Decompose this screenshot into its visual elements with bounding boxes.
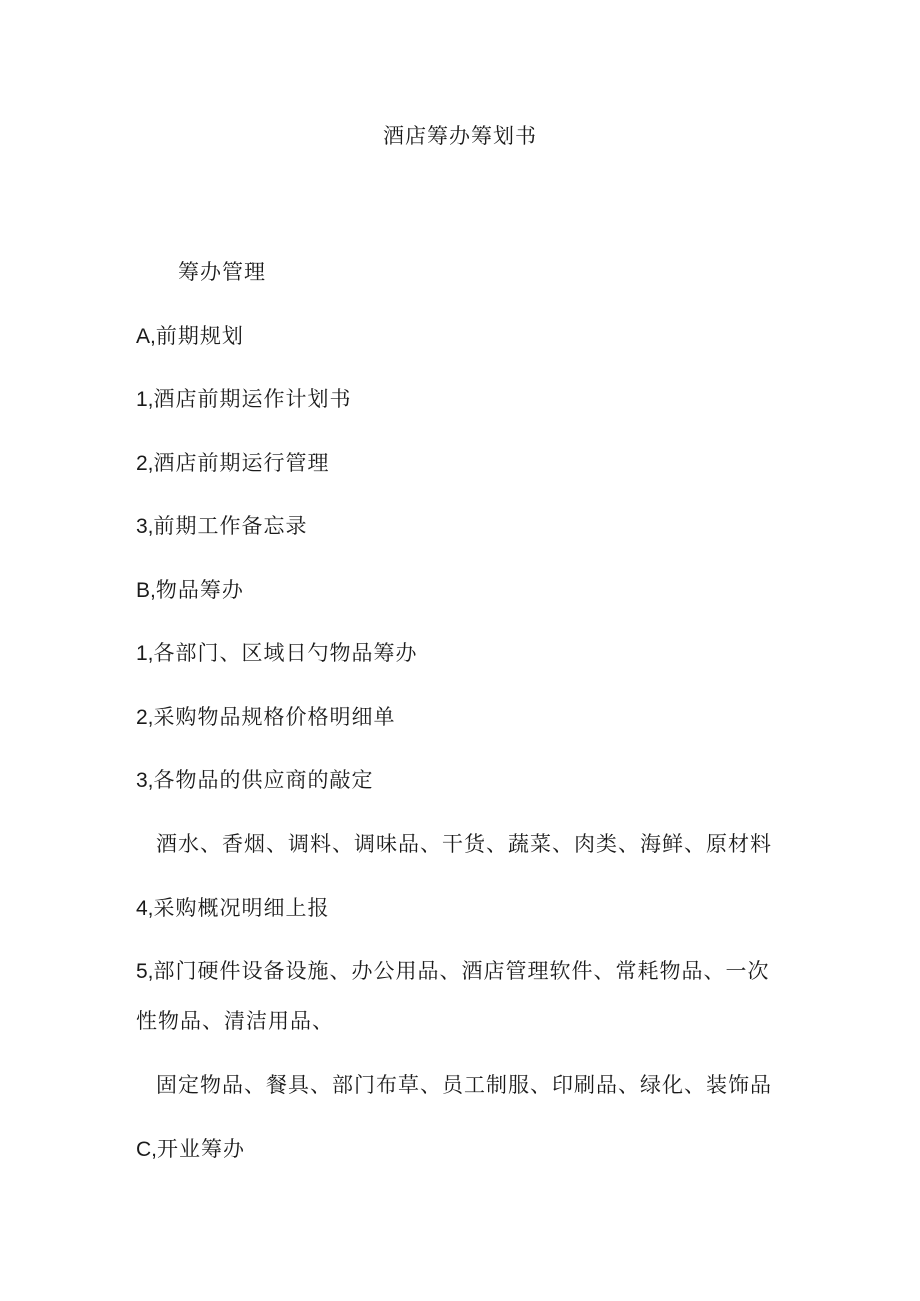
outline-line-b1 (136, 637, 418, 667)
line-text: 采购物品规格价格明细单 (153, 705, 396, 729)
line-prefix: 3, (136, 515, 154, 538)
line-text: 前期规划 (155, 324, 244, 348)
line-text: 固定物品、餐具、部门布草、员工制服、印刷品、绿化、装饰品 (156, 1073, 772, 1097)
line-text: 酒店前期运行管理 (153, 451, 330, 475)
outline-line-b2 (136, 701, 396, 731)
line-text: 酒水、香烟、调料、调味品、干货、蔬菜、肉类、海鲜、原材料 (156, 832, 772, 856)
line-prefix: 4, (136, 897, 154, 920)
line-text: 各物品的供应商的敲定 (153, 768, 374, 792)
line-text: 酒店前期运作计划书 (153, 387, 352, 411)
outline-line-b (136, 574, 244, 604)
outline-line-c (136, 1133, 245, 1163)
outline-line-a2 (136, 447, 330, 477)
line-prefix: 2, (136, 706, 154, 729)
document-title: 酒店筹办筹划书 (383, 124, 537, 148)
outline-line-b5 (136, 955, 770, 985)
section-heading: 筹办管理 (178, 260, 266, 284)
line-text: 部门硬件设备设施、办公用品、酒店管理软件、常耗物品、一次 (153, 959, 770, 983)
outline-line-a1 (136, 383, 352, 413)
line-prefix: C, (136, 1138, 157, 1161)
line-prefix: 5, (136, 960, 154, 983)
line-prefix: 1, (136, 388, 154, 411)
line-text: 性物品、清洁用品、 (136, 1009, 334, 1033)
line-prefix: B, (136, 579, 156, 602)
line-text: 前期工作备忘录 (153, 514, 308, 538)
outline-line-a (136, 320, 244, 350)
line-text: 开业筹办 (157, 1137, 245, 1161)
line-prefix: 1, (136, 642, 154, 665)
line-prefix: A, (136, 325, 156, 348)
outline-line-b3 (136, 764, 374, 794)
line-text: 采购概况明细上报 (153, 896, 330, 920)
outline-line-b4 (136, 892, 330, 922)
line-prefix: 2, (136, 452, 154, 475)
line-text: 物品筹办 (155, 578, 244, 602)
outline-line-a3 (136, 510, 308, 540)
outline-line-b5-continued (136, 1005, 334, 1035)
fixed-items-line (156, 1069, 772, 1099)
line-prefix: 3, (136, 769, 154, 792)
line-text: 各部门、区域日勺物品筹办 (153, 641, 418, 665)
supplier-items-line (156, 828, 772, 858)
